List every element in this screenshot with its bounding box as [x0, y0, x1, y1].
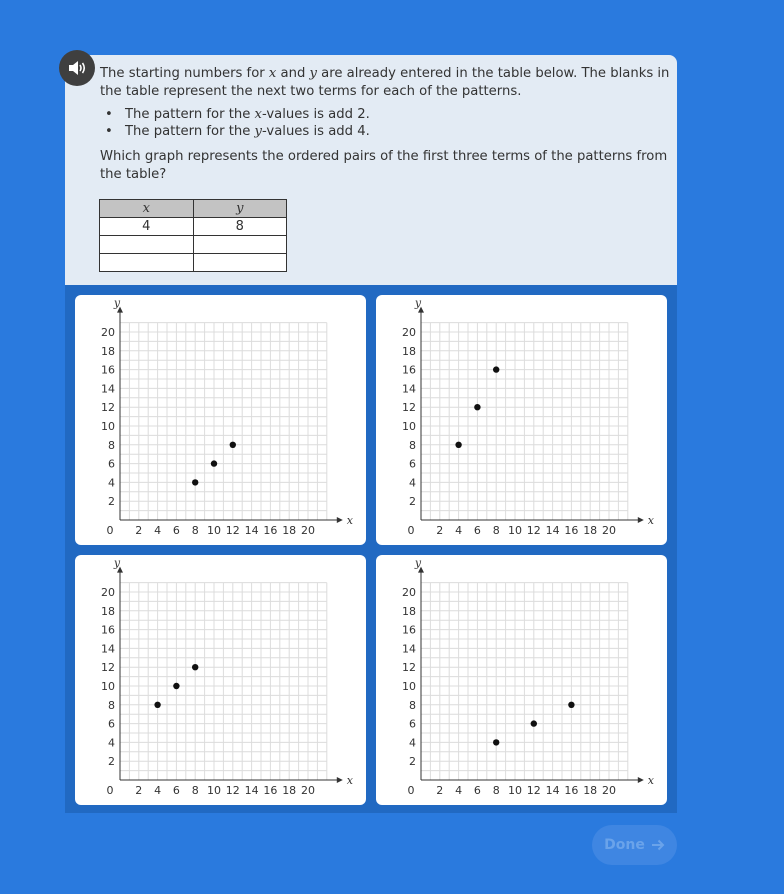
x-tick-label: 18: [583, 784, 598, 797]
y-axis-label: y: [113, 556, 121, 570]
y-axis-label: y: [414, 296, 422, 310]
x-tick-label: 8: [191, 524, 199, 537]
xy-table: [99, 199, 287, 272]
pattern-y: • The pattern for the y-values is add 4.: [103, 123, 370, 140]
cell-y: [193, 236, 287, 254]
table-row: [100, 236, 287, 254]
y-tick-label: 2: [108, 495, 115, 509]
pattern-list: [103, 106, 370, 140]
graph-b: [376, 295, 667, 545]
y-tick-label: 6: [108, 457, 115, 471]
x-tick-label: 10: [207, 784, 221, 797]
y-tick-label: 18: [402, 344, 416, 358]
x-tick-label: 8: [492, 784, 500, 797]
x-tick-label: 18: [282, 784, 297, 797]
x-tick-label: 12: [225, 524, 240, 537]
x-axis-arrow: [337, 777, 343, 783]
x-tick-label: 2: [436, 784, 444, 797]
data-point: [568, 702, 574, 708]
audio-button[interactable]: [59, 50, 95, 86]
x-axis-arrow: [337, 517, 343, 523]
x-tick-label: 4: [154, 784, 162, 797]
choice-c[interactable]: [75, 555, 366, 805]
y-tick-label: 16: [101, 363, 115, 377]
x-tick-label: 16: [564, 784, 579, 797]
data-point: [211, 460, 217, 466]
y-tick-label: 14: [402, 382, 416, 396]
table-header-row: [100, 200, 287, 218]
table-row: [100, 254, 287, 272]
x-tick-label: 2: [436, 524, 444, 537]
y-tick-label: 12: [402, 661, 416, 675]
x-tick-label: 14: [244, 524, 259, 537]
data-point: [192, 664, 198, 670]
speaker-icon: [67, 59, 87, 77]
choice-a[interactable]: [75, 295, 366, 545]
x-axis-label: x: [647, 514, 655, 527]
y-tick-label: 20: [101, 326, 115, 339]
x-tick-label: 18: [282, 524, 297, 537]
x-tick-label: 14: [244, 784, 259, 797]
y-tick-label: 4: [108, 476, 115, 490]
y-tick-label: 18: [402, 604, 416, 618]
x-tick-label: 12: [225, 784, 240, 797]
done-button[interactable]: [592, 825, 677, 865]
y-tick-label: 6: [409, 717, 416, 731]
y-tick-label: 4: [108, 736, 115, 750]
y-tick-label: 16: [101, 623, 115, 637]
y-tick-label: 10: [101, 680, 115, 693]
x-tick-label: 4: [154, 524, 162, 537]
x-axis-arrow: [638, 777, 644, 783]
y-tick-label: 12: [101, 401, 115, 415]
x-axis-arrow: [638, 517, 644, 523]
x-axis-label: x: [647, 774, 655, 787]
y-tick-label: 14: [402, 642, 416, 656]
data-point: [531, 720, 537, 726]
graph-c: [75, 555, 366, 805]
x-tick-label: 2: [135, 784, 143, 797]
x-tick-label: 12: [526, 524, 541, 537]
cell-y: 8: [193, 218, 287, 236]
y-tick-label: 10: [402, 680, 416, 693]
data-point: [474, 404, 480, 410]
y-tick-label: 6: [108, 717, 115, 731]
done-label: Done: [604, 837, 645, 853]
x-tick-label: 10: [207, 524, 221, 537]
x-tick-label: 20: [602, 524, 616, 537]
y-axis-label: y: [414, 556, 422, 570]
cell-x: 4: [100, 218, 194, 236]
x-tick-label: 2: [135, 524, 143, 537]
y-tick-label: 18: [101, 344, 115, 358]
arrow-right-icon: [651, 839, 665, 851]
table-row: [100, 218, 287, 236]
y-tick-label: 14: [101, 382, 115, 396]
header-y: y: [193, 200, 287, 218]
x-tick-label: 12: [526, 784, 541, 797]
x-tick-label: 4: [455, 524, 463, 537]
y-tick-label: 12: [402, 401, 416, 415]
x-tick-label: 8: [191, 784, 199, 797]
choice-d[interactable]: [376, 555, 667, 805]
x-tick-label: 16: [263, 784, 278, 797]
question-intro: The starting numbers for x and y are already entered in the table below. The blanks in the table represent the next two terms for each of the patterns.: [100, 66, 670, 99]
y-tick-label: 8: [108, 438, 115, 452]
x-tick-label: 16: [263, 524, 278, 537]
y-tick-label: 14: [101, 642, 115, 656]
data-point: [455, 442, 461, 448]
graph-d: [376, 555, 667, 805]
x-axis-label: x: [346, 774, 354, 787]
data-point: [230, 442, 236, 448]
origin-label: 0: [106, 784, 114, 797]
y-tick-label: 2: [108, 755, 115, 769]
y-tick-label: 4: [409, 476, 416, 490]
question-prompt: Which graph represents the ordered pairs of the first three terms of the patterns from the table?: [100, 149, 668, 182]
y-tick-label: 16: [402, 363, 416, 377]
origin-label: 0: [407, 524, 415, 537]
cell-x: [100, 254, 194, 272]
origin-label: 0: [106, 524, 114, 537]
cell-y: [193, 254, 287, 272]
header-x: x: [100, 200, 194, 218]
x-tick-label: 6: [172, 524, 180, 537]
y-tick-label: 6: [409, 457, 416, 471]
data-point: [192, 479, 198, 485]
graph-a: [75, 295, 366, 545]
x-tick-label: 18: [583, 524, 598, 537]
y-tick-label: 8: [409, 438, 416, 452]
y-tick-label: 10: [402, 420, 416, 433]
x-tick-label: 10: [508, 524, 522, 537]
x-tick-label: 20: [301, 784, 315, 797]
pattern-x: • The pattern for the x-values is add 2.: [103, 106, 370, 123]
y-tick-label: 20: [402, 586, 416, 599]
x-tick-label: 6: [473, 784, 481, 797]
x-tick-label: 20: [602, 784, 616, 797]
x-tick-label: 16: [564, 524, 579, 537]
x-axis-label: x: [346, 514, 354, 527]
y-tick-label: 20: [101, 586, 115, 599]
data-point: [493, 366, 499, 372]
x-tick-label: 14: [545, 784, 560, 797]
y-tick-label: 12: [101, 661, 115, 675]
y-tick-label: 2: [409, 495, 416, 509]
x-tick-label: 8: [492, 524, 500, 537]
y-tick-label: 8: [108, 698, 115, 712]
cell-x: [100, 236, 194, 254]
y-tick-label: 10: [101, 420, 115, 433]
choice-b[interactable]: [376, 295, 667, 545]
y-tick-label: 2: [409, 755, 416, 769]
y-tick-label: 20: [402, 326, 416, 339]
x-tick-label: 4: [455, 784, 463, 797]
origin-label: 0: [407, 784, 415, 797]
x-tick-label: 10: [508, 784, 522, 797]
data-point: [173, 683, 179, 689]
data-point: [154, 702, 160, 708]
x-tick-label: 6: [473, 524, 481, 537]
x-tick-label: 20: [301, 524, 315, 537]
x-tick-label: 6: [172, 784, 180, 797]
y-tick-label: 8: [409, 698, 416, 712]
x-tick-label: 14: [545, 524, 560, 537]
y-tick-label: 18: [101, 604, 115, 618]
data-point: [493, 739, 499, 745]
y-tick-label: 4: [409, 736, 416, 750]
y-axis-label: y: [113, 296, 121, 310]
y-tick-label: 16: [402, 623, 416, 637]
